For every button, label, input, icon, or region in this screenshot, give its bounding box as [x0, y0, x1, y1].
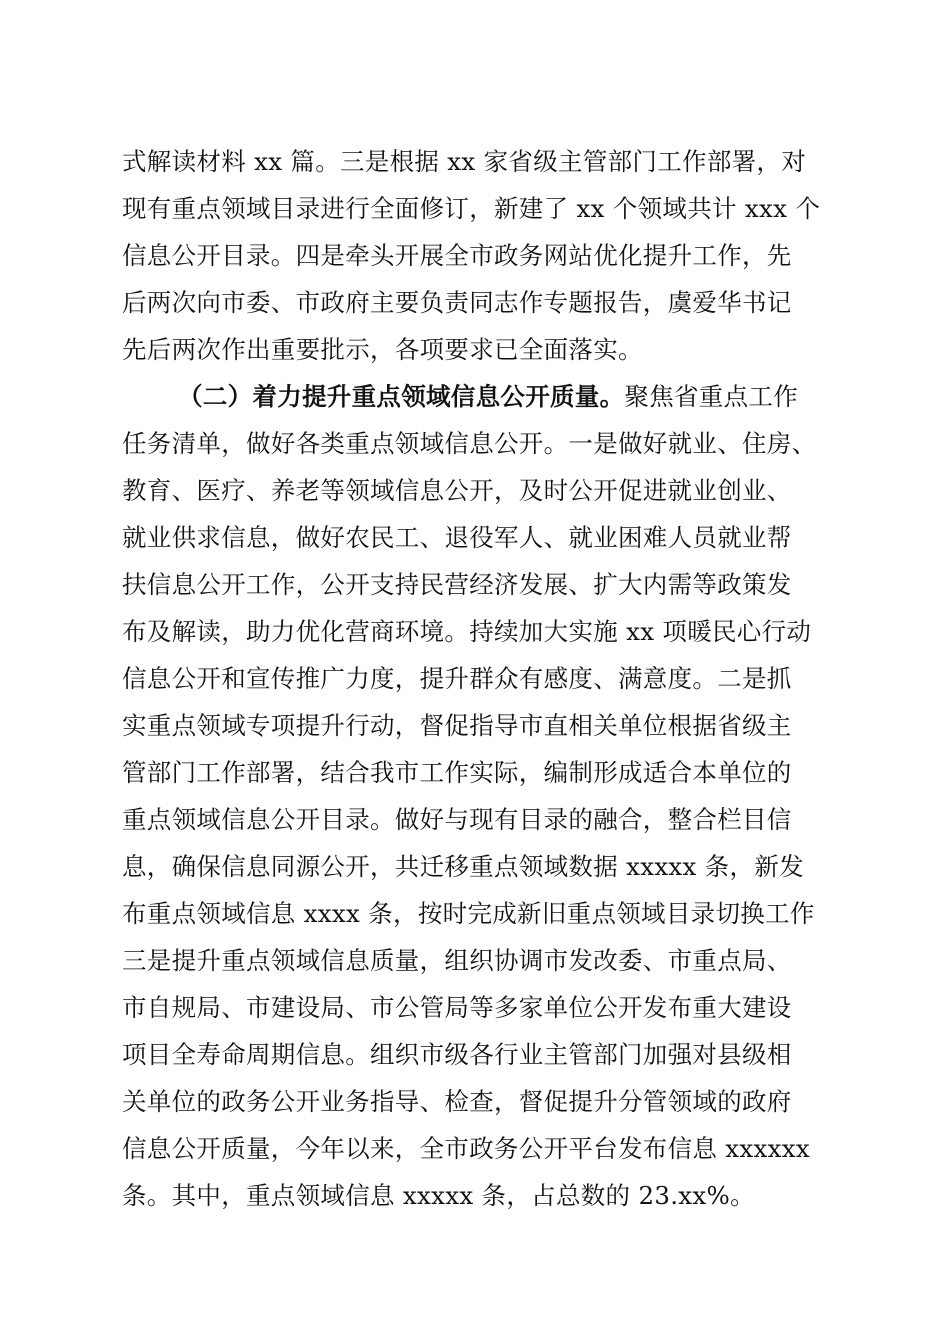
paragraph-2-line: 管部门工作部署，结合我市工作实际，编制形成适合本单位的: [122, 758, 792, 787]
paragraph-2-line: 就业供求信息，做好农民工、退役军人、就业困难人员就业帮: [122, 523, 792, 552]
paragraph-1-line-1: 式解读材料 xx 篇。三是根据 xx 家省级主管部门工作部署，对: [122, 147, 807, 176]
paragraph-2-line: 实重点领域专项提升行动，督促指导市直相关单位根据省级主: [122, 711, 792, 740]
paragraph-2-first-line-text: 聚焦省重点工作: [624, 382, 799, 411]
paragraph-2-line: 重点领域信息公开目录。做好与现有目录的融合，整合栏目信: [122, 805, 792, 834]
paragraph-2-line: 条。其中，重点领域信息 xxxxx 条，占总数的 23.xx%。: [122, 1181, 755, 1210]
paragraph-2-line: 息，确保信息同源公开，共迁移重点领域数据 xxxxx 条，新发: [122, 852, 804, 881]
section-heading: （二）着力提升重点领域信息公开质量。: [178, 382, 625, 411]
paragraph-2-line: 项目全寿命周期信息。组织市级各行业主管部门加强对县级相: [122, 1040, 792, 1069]
paragraph-2-line: 教育、医疗、养老等领域信息公开，及时公开促进就业创业、: [122, 476, 792, 505]
paragraph-2-line: 任务清单，做好各类重点领域信息公开。一是做好就业、住房、: [122, 429, 817, 458]
paragraph-2-line: 三是提升重点领域信息质量，组织协调市发改委、市重点局、: [122, 946, 792, 975]
paragraph-2-line: 市自规局、市建设局、市公管局等多家单位公开发布重大建设: [122, 993, 792, 1022]
paragraph-1-line-4: 后两次向市委、市政府主要负责同志作专题报告，虞爱华书记: [122, 288, 792, 317]
paragraph-2-line: 信息公开质量，今年以来，全市政务公开平台发布信息 xxxxxx: [122, 1134, 810, 1163]
paragraph-2-line: 布重点领域信息 xxxx 条，按时完成新旧重点领域目录切换工作: [122, 899, 815, 928]
paragraph-2-line: 信息公开和宣传推广力度，提升群众有感度、满意度。二是抓: [122, 664, 792, 693]
paragraph-2-line: 关单位的政务公开业务指导、检查，督促提升分管领域的政府: [122, 1087, 792, 1116]
paragraph-1-line-3: 信息公开目录。四是牵头开展全市政务网站优化提升工作，先: [122, 241, 792, 270]
paragraph-1-line-2: 现有重点领域目录进行全面修订，新建了 xx 个领域共计 xxx 个: [122, 194, 821, 223]
paragraph-1-line-5: 先后两次作出重要批示，各项要求已全面落实。: [122, 335, 643, 364]
paragraph-2-line: 布及解读，助力优化营商环境。持续加大实施 xx 项暖民心行动: [122, 617, 812, 646]
paragraph-2-line: 扶信息公开工作，公开支持民营经济发展、扩大内需等政策发: [122, 570, 792, 599]
paragraph-2-first-line: [178, 381, 830, 413]
